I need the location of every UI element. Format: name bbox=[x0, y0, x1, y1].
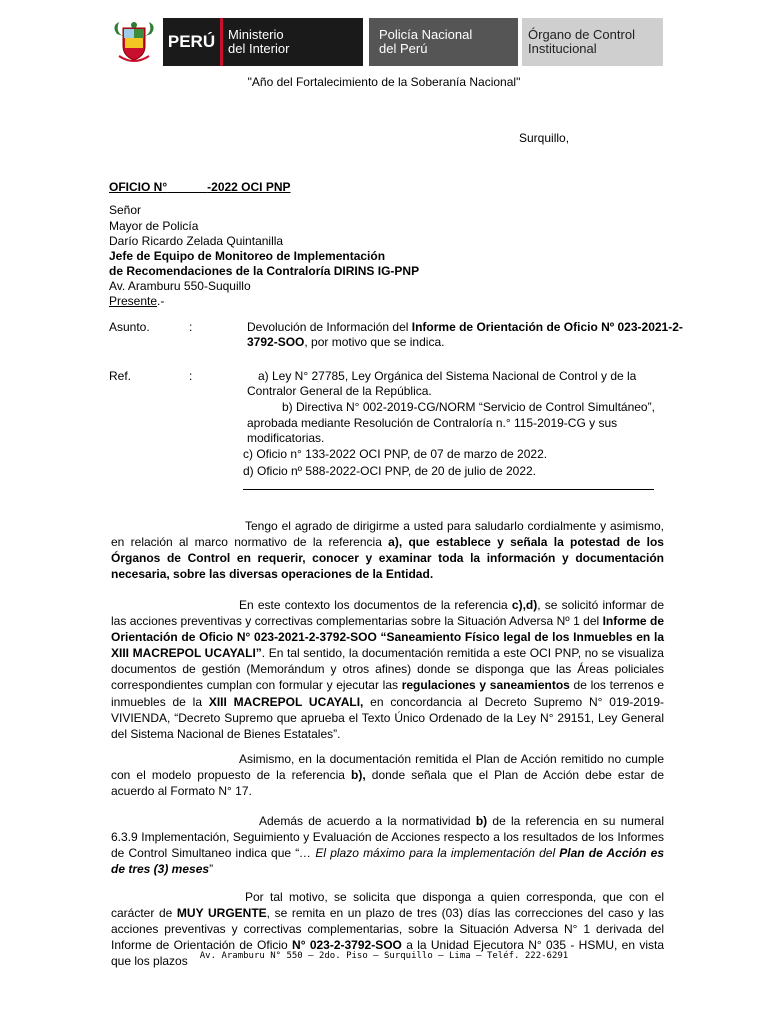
addressee-line: Av. Aramburu 550-Suquillo bbox=[109, 279, 251, 293]
addressee-line: Mayor de Policía bbox=[109, 219, 199, 233]
ministry-line-2: del Interior bbox=[228, 41, 290, 56]
ref-a-line-1: a) Ley N° 27785, Ley Orgánica del Sistema Nacional de Control y de la bbox=[258, 369, 637, 383]
asunto-line-2: 3792-SOO, por motivo que se indica. bbox=[247, 335, 445, 349]
police-line-2: del Perú bbox=[379, 41, 428, 56]
oficio-number: OFICIO N° -2022 OCI PNP bbox=[109, 180, 291, 194]
ref-d: d) Oficio nº 588-2022-OCI PNP, de 20 de julio de 2022. bbox=[243, 464, 537, 478]
addressee-line: Señor bbox=[109, 203, 142, 217]
ministry-block bbox=[223, 18, 363, 66]
body-paragraph-3: Asimismo, en la documentación remitida el Plan de Acción remitido no cumple con el modelo propuesto de la referencia b), donde señala que el Plan de Acción debe estar de acuerdo al Formato N° 17. bbox=[111, 752, 664, 799]
asunto-line-1: Devolución de Información del Informe de Orientación de Oficio Nº 023-2021-2- bbox=[247, 320, 683, 334]
oci-line-1: Órgano de Control bbox=[528, 27, 635, 42]
ref-label: Ref. bbox=[109, 369, 132, 383]
peru-brand: PERÚ bbox=[163, 18, 220, 66]
addressee-line: Jefe de Equipo de Monitoreo de Implementación bbox=[109, 249, 386, 263]
ref-b-line-3: modificatorias. bbox=[247, 431, 325, 445]
addressee-greeting: Presente.- bbox=[109, 294, 165, 308]
ref-b-line-2: aprobada mediante Resolución de Contraloría n.° 115-2019-CG y sus bbox=[247, 416, 618, 430]
ref-b-line-1: b) Directiva N° 002-2019-CG/NORM “Servicio de Control Simultáneo”, bbox=[282, 400, 655, 414]
ref-colon: : bbox=[189, 369, 193, 383]
body-paragraph-2: En este contexto los documentos de la referencia c),d), se solicitó informar de las acciones preventivas y correctivas complementarias sobre la Situación Adversa Nº 1 del Informe de Orientación de Oficio N° 023-2021-2-3792-SOO “Saneamiento Físico legal de los Inmuebles en la XIII MACREPOL UCAYALI”. En tal sentido, la documentación remitida a este OCI PNP, no se visualiza documentos de gestión (Memorándum y otros afines) donde se disponga que las Áreas policiales correspondientes cumplan con formular y ejecutar las regulaciones y saneamientos de los terrenos e inmuebles de la XIII MACREPOL UCAYALI, en concordancia al Decreto Supremo N° 019-2019-VIVIENDA, “Decreto Supremo que aprueba el Texto Único Ordenado de la Ley N° 29151, Ley General del Sistema Nacional de Bienes Estatales”. bbox=[111, 598, 665, 741]
place-date: Surquillo, bbox=[519, 131, 570, 145]
ref-c: c) Oficio n° 133-2022 OCI PNP, de 07 de marzo de 2022. bbox=[243, 447, 548, 461]
police-line-1: Policía Nacional bbox=[379, 27, 473, 42]
body-paragraph-4: Además de acuerdo a la normatividad b) de la referencia en su numeral 6.3.9 Implementación, Seguimiento y Evaluación de Acciones respecto a los resultados de los Informes de Control Simultaneo indica que “… El plazo máximo para la implementación del Plan de Acción es de tres (3) meses” bbox=[111, 814, 665, 877]
ministry-line-1: Ministerio bbox=[228, 27, 284, 42]
footer-address: Av. Aramburu N° 550 – 2do. Piso – Surquillo – Lima – Teléf. 222-6291 bbox=[199, 951, 569, 961]
coat-of-arms-logo bbox=[105, 16, 163, 68]
year-motto: "Año del Fortalecimiento de la Soberanía Nacional" bbox=[247, 75, 521, 89]
ref-divider bbox=[243, 489, 654, 490]
addressee-line: de Recomendaciones de la Contraloría DIRINS IG-PNP bbox=[109, 264, 420, 278]
addressee-line: Darío Ricardo Zelada Quintanilla bbox=[109, 234, 284, 248]
oci-line-2: Institucional bbox=[528, 41, 597, 56]
ref-a-line-2: Contralor General de la República. bbox=[247, 384, 432, 398]
oci-block bbox=[522, 18, 663, 66]
body-paragraph-1: Tengo el agrado de dirigirme a usted para saludarlo cordialmente y asimismo, en relación al marco normativo de la referencia a), que establece y señala la potestad de los Órganos de Control en requerir, conocer y examinar toda la información y documentación necesaria, sobre las diversas operaciones de la Entidad. bbox=[111, 519, 664, 582]
asunto-label: Asunto. bbox=[109, 320, 150, 334]
body-paragraph-5: Por tal motivo, se solicita que disponga a quien corresponda, que con el carácter de MUY URGENTE, se remita en un plazo de tres (03) días las correcciones del caso y las acciones preventivas y correctivas complementarias, sobre la Situación Adversa N° 1 derivada del Informe de Orientación de Oficio N° 023-2-3792-SOO a la Unidad Ejecutora N° 035 - HSMU, en vista que los plazos bbox=[111, 890, 664, 969]
asunto-colon: : bbox=[189, 320, 193, 334]
police-block bbox=[369, 18, 518, 66]
